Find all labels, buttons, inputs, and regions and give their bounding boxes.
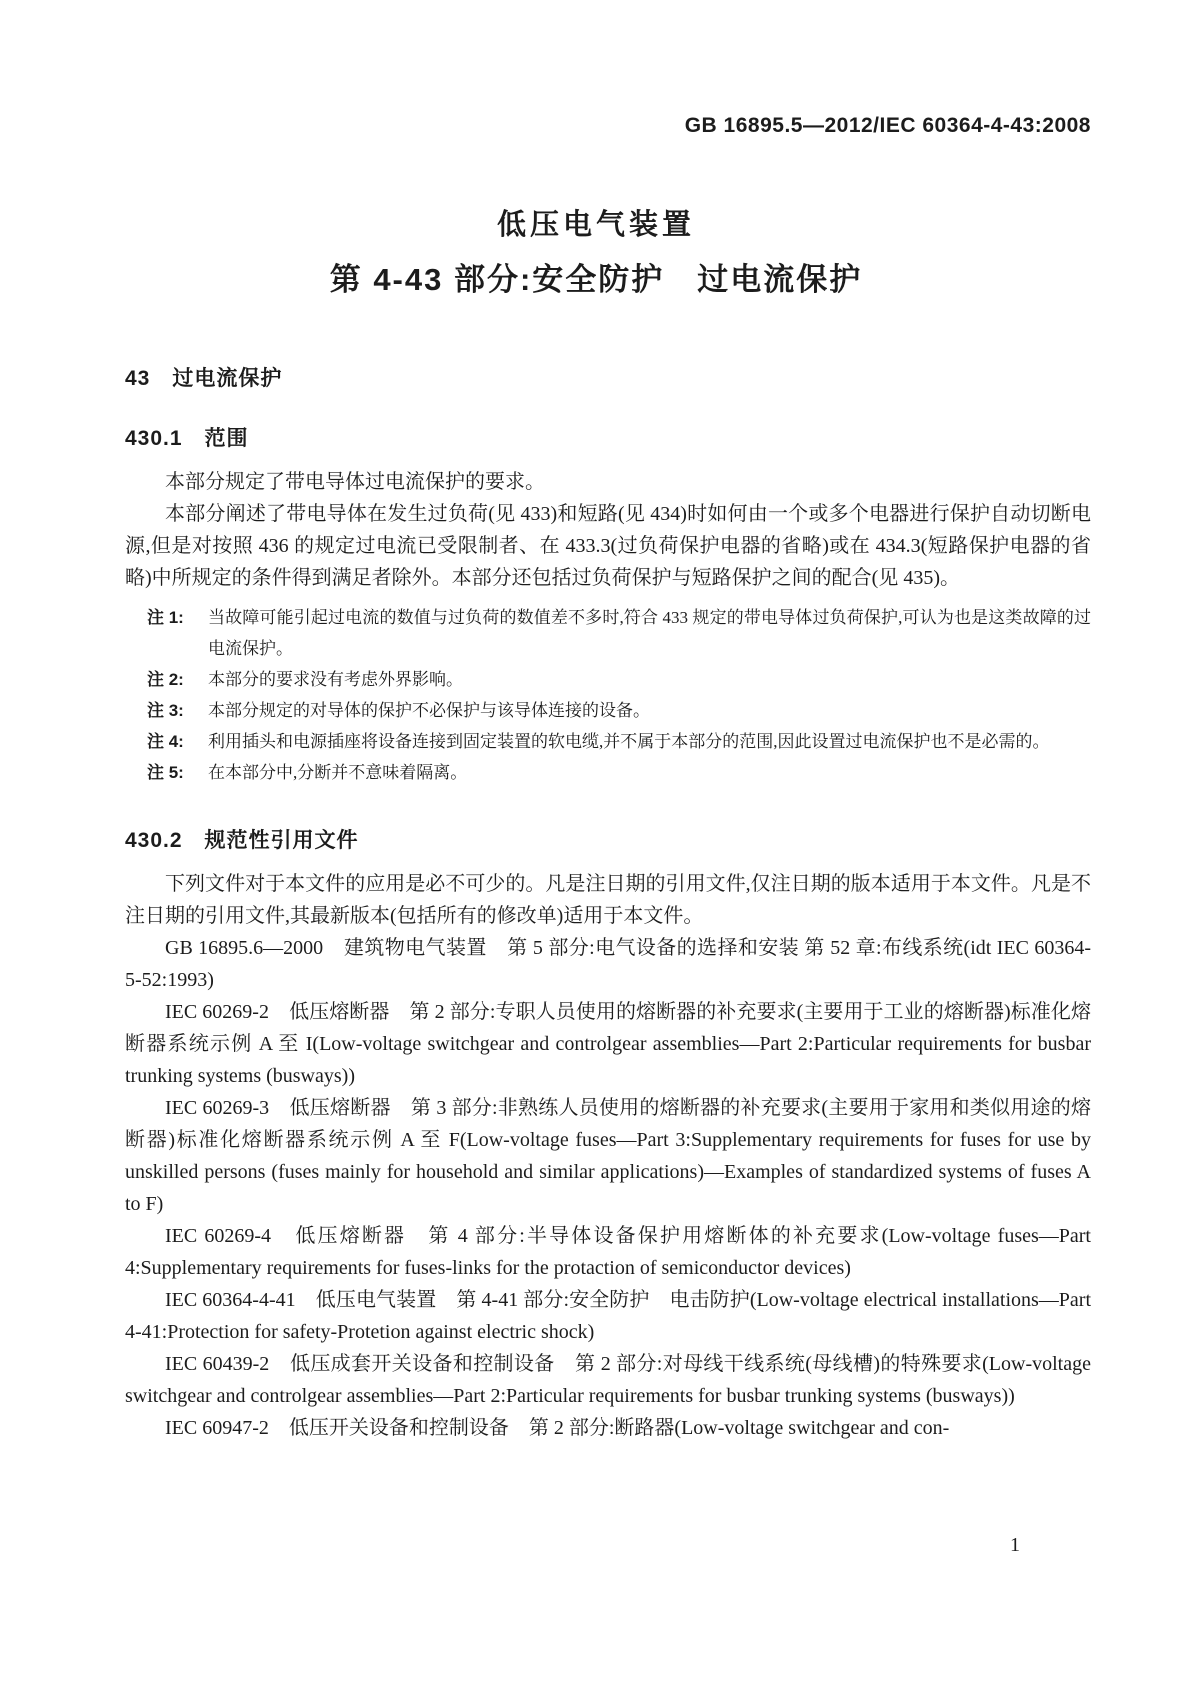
section-430-2-heading: 430.2 规范性引用文件 bbox=[125, 829, 359, 852]
note-4-text: 利用插头和电源插座将设备连接到固定装置的软电缆,并不属于本部分的范围,因此设置过电流保护也不是必需的。 bbox=[208, 732, 1050, 751]
reference-iec-60269-2: IEC 60269-2 低压熔断器 第 2 部分:专职人员使用的熔断器的补充要求(主要用于工业的熔断器)标准化熔断器系统示例 A 至 I(Low-voltage switchgear and controlgear assemblies—Part 2:Particular requirements for busbar trunking systems (busways)) bbox=[125, 1001, 1091, 1087]
note-3-text: 本部分规定的对导体的保护不必保护与该导体连接的设备。 bbox=[208, 701, 650, 720]
title-line-1: 低压电气装置 bbox=[496, 209, 695, 241]
note-4 bbox=[125, 726, 1091, 757]
title-line-2: 第 4-43 部分:安全防护 过电流保护 bbox=[329, 262, 863, 297]
reference-iec-60947-2: IEC 60947-2 低压开关设备和控制设备 第 2 部分:断路器(Low-voltage switchgear and con- bbox=[165, 1417, 950, 1439]
reference-iec-60364-4-41: IEC 60364-4-41 低压电气装置 第 4-41 部分:安全防护 电击防护(Low-voltage electrical installations—Part 4-41:Protection for safety-Protetion against electric shock) bbox=[125, 1289, 1091, 1343]
note-3-label: 注 3: bbox=[147, 701, 184, 720]
note-1-label: 注 1: bbox=[147, 608, 184, 627]
scope-paragraph-1: 本部分规定了带电导体过电流保护的要求。 bbox=[165, 471, 545, 493]
section-430-1-heading: 430.1 范围 bbox=[125, 427, 249, 450]
normative-references-intro: 下列文件对于本文件的应用是必不可少的。凡是注日期的引用文件,仅注日期的版本适用于本文件。凡是不注日期的引用文件,其最新版本(包括所有的修改单)适用于本文件。 bbox=[125, 873, 1091, 927]
note-1-text: 当故障可能引起过电流的数值与过负荷的数值差不多时,符合 433 规定的带电导体过负荷保护,可认为也是这类故障的过电流保护。 bbox=[208, 608, 1091, 658]
reference-iec-60439-2: IEC 60439-2 低压成套开关设备和控制设备 第 2 部分:对母线干线系统(母线槽)的特殊要求(Low-voltage switchgear and controlgear assemblies—Part 2:Particular requirements for busbar trunking systems (busways)) bbox=[125, 1353, 1091, 1407]
reference-gb-16895-6: GB 16895.6—2000 建筑物电气装置 第 5 部分:电气设备的选择和安装 第 52 章:布线系统(idt IEC 60364-5-52:1993) bbox=[125, 937, 1091, 991]
reference-iec-60269-4: IEC 60269-4 低压熔断器 第 4 部分:半导体设备保护用熔断体的补充要求(Low-voltage fuses—Part 4:Supplementary requirements for fuses-links for the protaction of semiconductor devices) bbox=[125, 1225, 1091, 1279]
document-body bbox=[125, 0, 1091, 1444]
note-5-label: 注 5: bbox=[147, 763, 184, 782]
note-5 bbox=[125, 757, 1091, 788]
note-2 bbox=[125, 664, 1091, 695]
note-3 bbox=[125, 695, 1091, 726]
page-number: 1 bbox=[1010, 1534, 1020, 1556]
standard-code-header: GB 16895.5—2012/IEC 60364-4-43:2008 bbox=[684, 114, 1091, 137]
note-2-text: 本部分的要求没有考虑外界影响。 bbox=[208, 670, 463, 689]
reference-iec-60269-3: IEC 60269-3 低压熔断器 第 3 部分:非熟练人员使用的熔断器的补充要求(主要用于家用和类似用途的熔断器)标准化熔断器系统示例 A 至 F(Low-voltage fuses—Part 3:Supplementary requirements for fuses for use by unskilled persons (fuses mainly for household and similar applications)—Examples of standardized systems of fuses A to F) bbox=[125, 1097, 1091, 1215]
scope-paragraph-2: 本部分阐述了带电导体在发生过负荷(见 433)和短路(见 434)时如何由一个或多个电器进行保护自动切断电源,但是对按照 436 的规定过电流已受限制者、在 433.3(过负荷保护电器的省略)或在 434.3(短路保护电器的省略)中所规定的条件得到满足者除外。本部分还包括过负荷保护与短路保护之间的配合(见 435)。 bbox=[125, 503, 1091, 589]
chapter-43-heading: 43 过电流保护 bbox=[125, 367, 283, 390]
note-4-label: 注 4: bbox=[147, 732, 184, 751]
note-1 bbox=[125, 602, 1091, 664]
notes-list bbox=[125, 602, 1091, 788]
note-2-label: 注 2: bbox=[147, 670, 184, 689]
note-5-text: 在本部分中,分断并不意味着隔离。 bbox=[208, 763, 468, 782]
